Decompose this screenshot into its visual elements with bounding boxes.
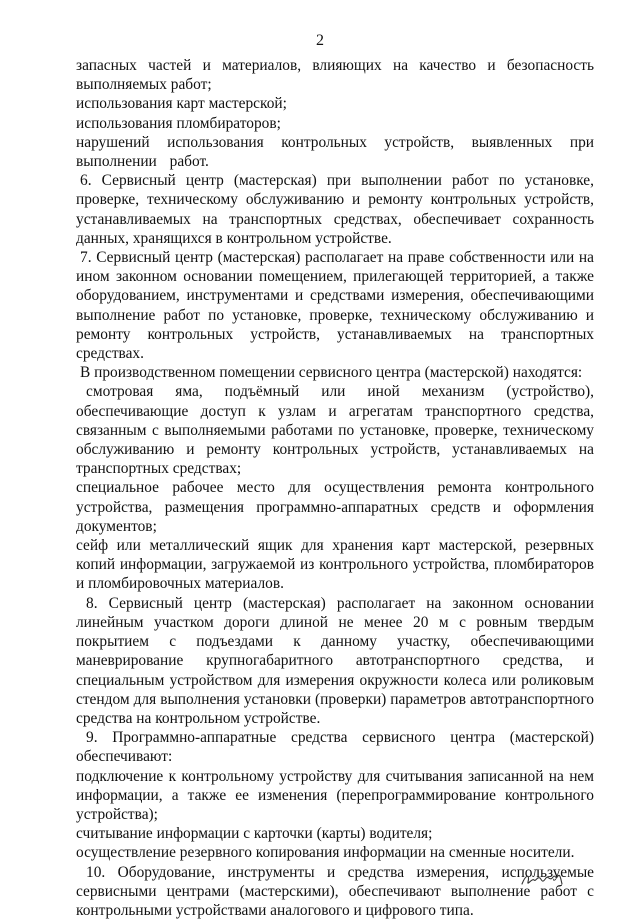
list-item: подключение к контрольному устройству для считывания записанной на нем информации, а также ее изменения (перепрограммирование контрольного устройства);	[76, 767, 594, 823]
paragraph-continuation: запасных частей и материалов, влияющих на качество и безопасность выполняемых работ;	[76, 57, 594, 94]
paragraph-item-7: 7. Сервисный центр (мастерская) располагает на праве собственности или на ином законном основании помещением, прилегающей территорией, а также оборудованием, инструментами и средствами измерения, обеспечивающими выполнение работ по установке, проверке, техническому обслуживанию и ремонту контрольных устройств, устанавливаемых на транспортных средствах.	[76, 249, 594, 363]
list-item: осуществление резервного копирования информации на сменные носители.	[76, 844, 575, 862]
list-item: считывание информации с карточки (карты) водителя;	[76, 825, 433, 843]
list-item: нарушений использования контрольных устройств, выявленных при выполнении работ.	[76, 133, 594, 171]
list-item: специальное рабочее место для осуществления ремонта контрольного устройства, размещения программно-аппаратных средств и оформления документов;	[76, 479, 594, 535]
paragraph-intro: В производственном помещении сервисного центра (мастерской) находятся:	[80, 364, 583, 382]
list-item: использования пломбираторов;	[76, 114, 281, 132]
handwritten-signature	[520, 868, 564, 890]
list-item: сейф или металлический ящик для хранения карт мастерской, резервных копий информации, загружаемой из контрольного устройства, пломбираторов и пломбировочных материалов.	[76, 537, 594, 593]
paragraph-item-9: 9. Программно-аппаратные средства сервисного центра (мастерской) обеспечивают:	[76, 729, 594, 766]
list-item: использования карт мастерской;	[76, 95, 287, 113]
paragraph-item-6: 6. Сервисный центр (мастерская) при выполнении работ по установке, проверке, техническому обслуживанию и ремонту контрольных устройств, устанавливаемых на транспортных средствах, обеспечивает сохранность данных, хранящихся в контрольном устройстве.	[76, 172, 594, 247]
paragraph-item-8: 8. Сервисный центр (мастерская) располагает на законном основании линейным участком дороги длиной не менее 20 м с ровным твердым покрытием с подъездами к данному участку, обеспечивающими маневрирование крупногабаритного автотранспортного средства, и специальным устройством для измерения окружности колеса или роликовым стендом для выполнения установки (проверки) параметров автотранспортного средства на контрольном устройстве.	[76, 594, 594, 727]
paragraph-item-10: 10. Оборудование, инструменты и средства измерения, используемые сервисными центрами (мастерскими), обеспечивают выполнение работ с контрольными устройствами аналогового и цифрового типа.	[76, 863, 594, 919]
document-body	[76, 56, 594, 920]
page-number: 2	[316, 32, 324, 49]
list-item: смотровая яма, подъёмный или иной механизм (устройство), обеспечивающие доступ к узлам и агрегатам транспортного средства, связанным с выполняемыми работами по установке, проверке, техническому обслуживанию и ремонту контрольных устройств, устанавливаемых на транспортных средствах;	[76, 383, 594, 478]
